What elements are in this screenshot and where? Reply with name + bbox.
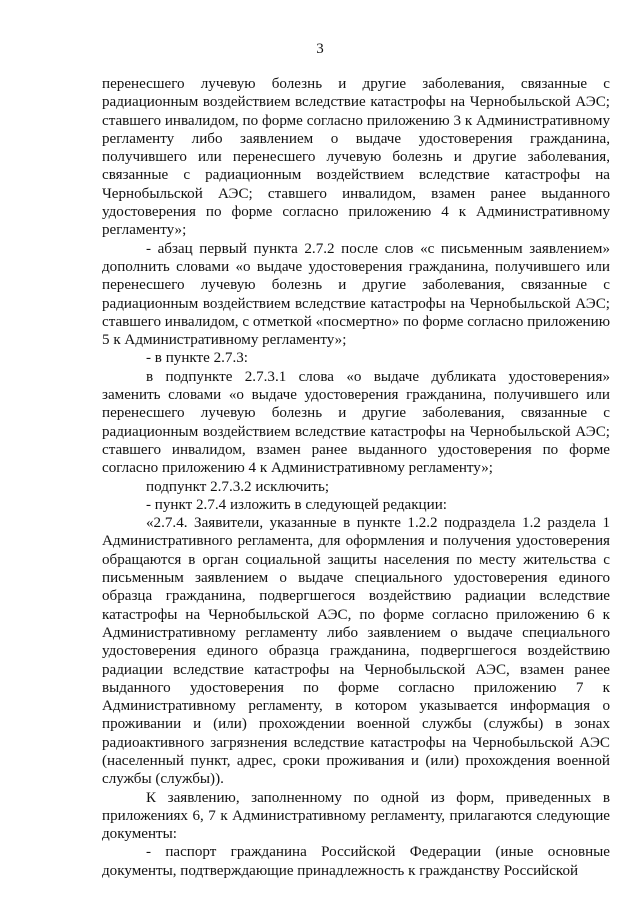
paragraph-item-2-7-4: - пункт 2.7.4 изложить в следующей редакции: — [146, 496, 447, 513]
paragraph-passport: - паспорт гражданина Российской Федерации (иные основные документы, подтверждающие принадлежность к гражданству Российской — [102, 844, 610, 879]
paragraph-item-2-7-2: - абзац первый пункта 2.7.2 после слов «с письменным заявлением» дополнить словами «о выдаче удостоверения гражданина, получившего или перенесшего лучевую болезнь и другие заболевания, связанные с радиационным воздействием вследствие катастрофы на Чернобыльской АЭС; ставшего инвалидом, с отметкой «посмертно» по форме согласно приложению 5 к Административному регламенту»; — [102, 240, 610, 349]
paragraph-item-2-7-3: - в пункте 2.7.3: — [146, 350, 248, 367]
document-body — [102, 75, 610, 880]
paragraph-subitem-2-7-3-1: в подпункте 2.7.3.1 слова «о выдаче дубликата удостоверения» заменить словами «о выдаче удостоверения гражданина, получившего или перенесшего лучевую болезнь и другие заболевания, связанные с радиационным воздействием вследствие катастрофы на Чернобыльской АЭС; ставшего инвалидом, взамен ранее выданного удостоверения по форме согласно приложению 4 к Административному регламенту»; — [102, 368, 610, 477]
paragraph-quoted-2-7-4: «2.7.4. Заявители, указанные в пункте 1.2.2 подраздела 1.2 раздела 1 Административного регламента, для оформления и получения удостоверения обращаются в орган социальной защиты населения по месту жительства с письменным заявлением о выдаче специального удостоверения единого образца гражданина, подвергшегося воздействию радиации вследствие катастрофы на Чернобыльской АЭС, по форме согласно приложению 6 к Административному регламенту либо заявлением о выдаче специального удостоверения единого образца гражданина, подвергшегося воздействию радиации вследствие катастрофы на Чернобыльской АЭС, взамен ранее выданного удостоверения по форме согласно приложению 7 к Административному регламенту, в котором указывается информация о проживании и (или) прохождении военной службы (службы) в зонах радиоактивного загрязнения вследствие катастрофы на Чернобыльской АЭС (населенный пункт, адрес, сроки проживания и (или) прохождения военной службы (службы)). — [102, 515, 610, 788]
paragraph-continuation: перенесшего лучевую болезнь и другие заболевания, связанные с радиационным воздействием вследствие катастрофы на Чернобыльской АЭС; ставшего инвалидом, по форме согласно приложению 3 к Административному регламенту либо заявлением о выдаче удостоверения гражданина, получившего или перенесшего лучевую болезнь и другие заболевания, связанные с радиационным воздействием вследствие катастрофы на Чернобыльской АЭС; ставшего инвалидом, взамен ранее выданного удостоверения по форме согласно приложению 4 к Административному регламенту»; — [102, 76, 610, 239]
paragraph-subitem-2-7-3-2: подпункт 2.7.3.2 исключить; — [146, 478, 330, 495]
paragraph-attachments: К заявлению, заполненному по одной из форм, приведенных в приложениях 6, 7 к Административному регламенту, прилагаются следующие документы: — [102, 789, 610, 843]
page-number: 3 — [316, 41, 324, 57]
